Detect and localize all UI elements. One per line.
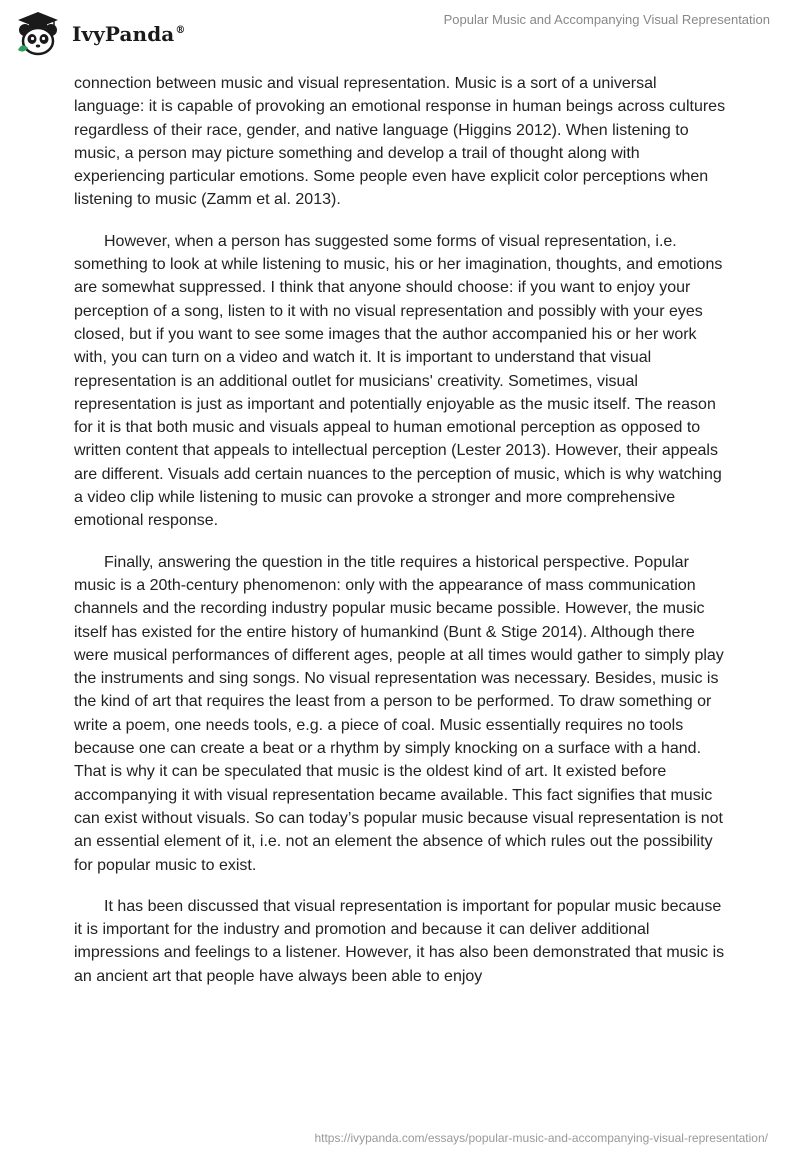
page-header — [0, 0, 800, 70]
source-url[interactable]: https://ivypanda.com/essays/popular-music-and-accompanying-visual-representation/ — [314, 1131, 768, 1145]
registered-mark: ® — [175, 25, 186, 37]
essay-body — [74, 72, 729, 1006]
paragraph-4: It has been discussed that visual representation is important for popular music because it is important for the industry and promotion and because it can deliver additional impressions and feelings to a listener. However, it has also been demonstrated that music is an ancient art that people have always been able to enjoy — [74, 897, 725, 985]
paragraph-1: connection between music and visual representation. Music is a sort of a universal language: it is capable of provoking an emotional response in human beings across cultures regardless of their race, gender, and native language (Higgins 2012). When listening to music, a person may picture something and develop a trail of thought along with experiencing particular emotions. Some people even have explicit color perceptions when listening to music (Zamm et al. 2013). — [74, 75, 726, 209]
panda-graduation-cap-icon — [14, 10, 62, 58]
brand-name — [72, 22, 185, 46]
ivypanda-logo[interactable] — [14, 10, 185, 58]
brand-name-text: IvyPanda — [72, 22, 175, 46]
paragraph-3: Finally, answering the question in the title requires a historical perspective. Popular music is a 20th-century phenomenon: only with the appearance of mass communication channels and the recording industry popular music became possible. However, the music itself has existed for the entire history of humankind (Bunt & Stige 2014). Although there were musical performances of different ages, people at all times would gather to simply play the instruments and sing songs. No visual representation was necessary. Besides, music is the kind of art that requires the least from a person to be performed. To draw something or write a poem, one needs tools, e.g. a piece of coal. Music essentially requires no tools because one can create a beat or a rhythm by simply knocking on a surface with a hand. That is why it can be speculated that music is the oldest kind of art. It existed before accompanying it with visual representation became available. This fact signifies that music can exist without visuals. So can today’s popular music because visual representation is not an essential element of it, i.e. not an element the absence of which rules out the possibility for popular music to exist. — [74, 553, 724, 874]
document-title: Popular Music and Accompanying Visual Representation — [443, 12, 770, 27]
paragraph-2: However, when a person has suggested some forms of visual representation, i.e. something to look at while listening to music, his or her imagination, thoughts, and emotions are somewhat suppressed. I think that anyone should choose: if you want to enjoy your perception of a song, listen to it with no visual representation and possibly with your eyes closed, but if you want to see some images that the author accompanied his or her work with, you can turn on a video and watch it. It is important to understand that visual representation is an additional outlet for musicians' creativity. Sometimes, visual representation is just as important and potentially enjoyable as the music itself. The reason for it is that both music and visuals appeal to human emotional perception as opposed to written content that appeals to intellectual perception (Lester 2013). However, their appeals are different. Visuals add certain nuances to the perception of music, which is why watching a video clip while listening to music can provoke a stronger and more comprehensive emotional response. — [74, 232, 723, 530]
